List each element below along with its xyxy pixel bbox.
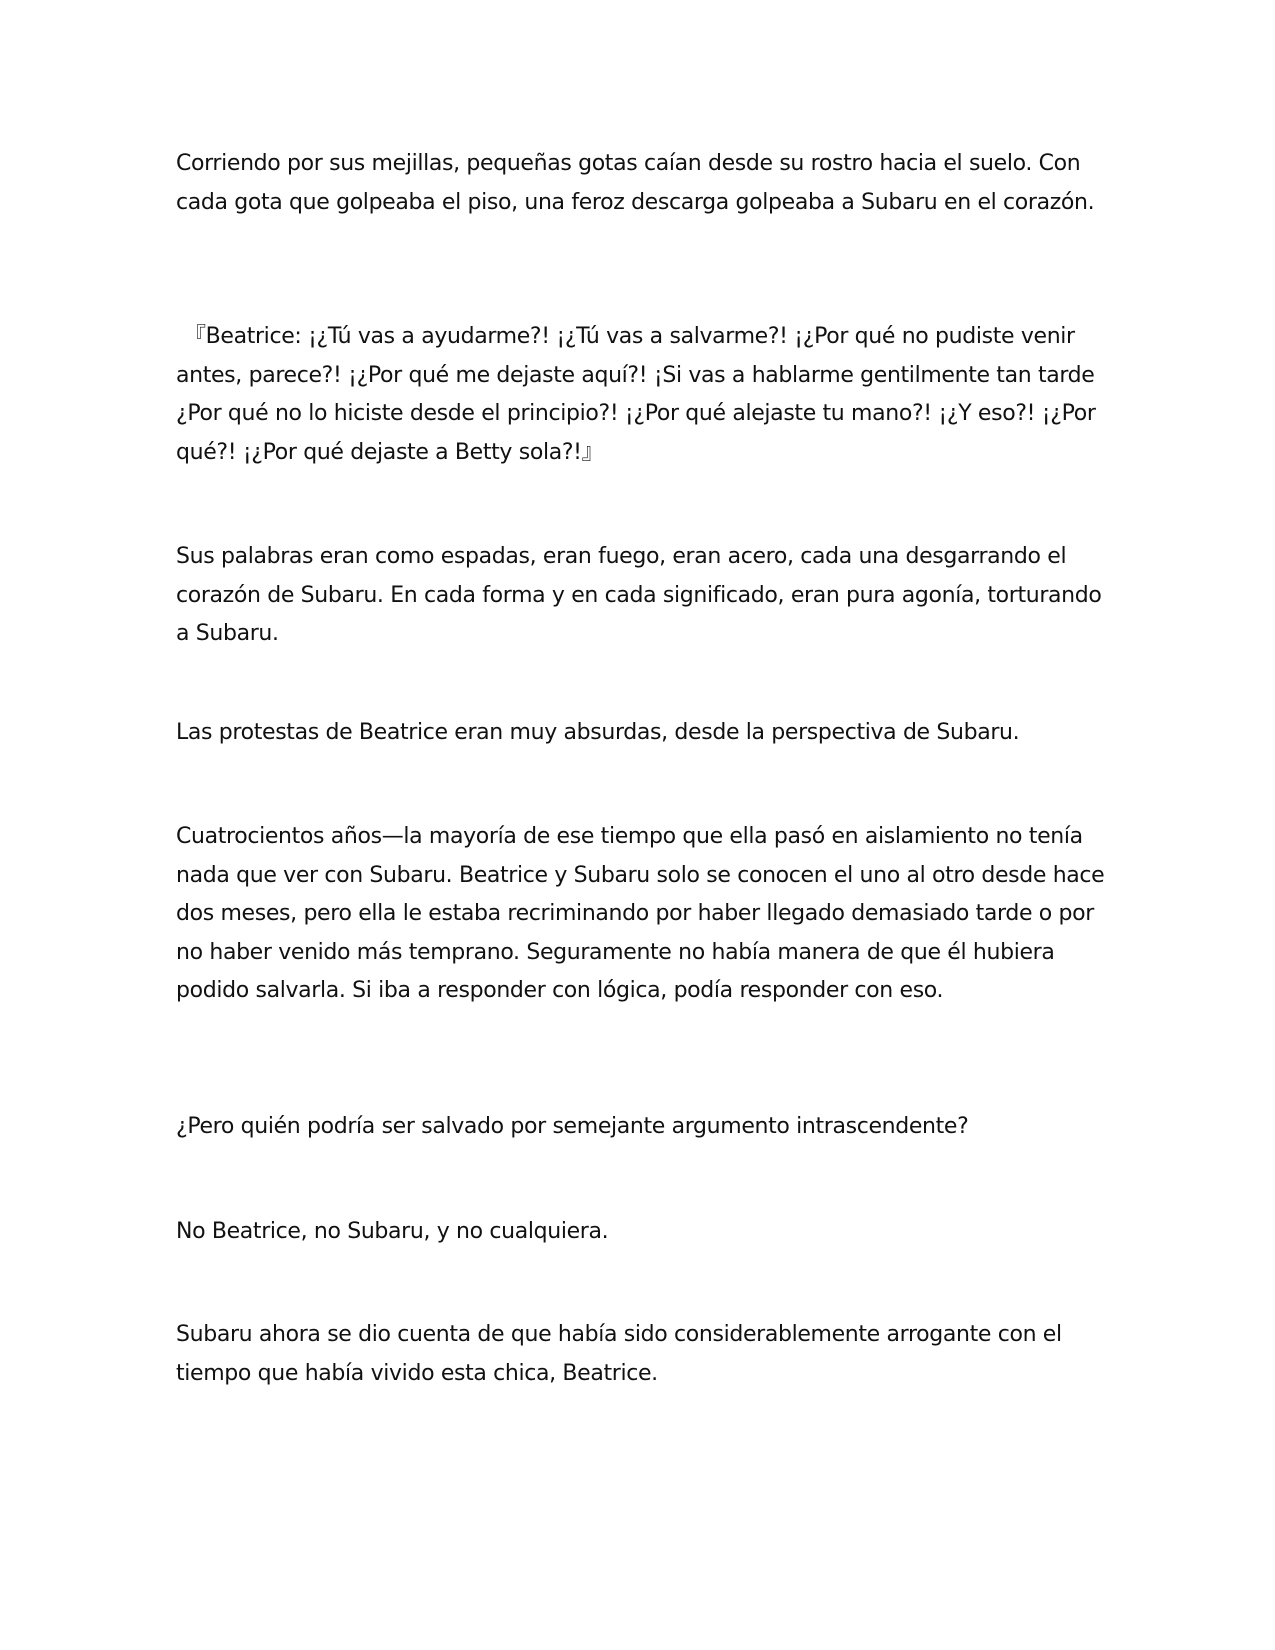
paragraph-8: Subaru ahora se dio cuenta de que había sido considerablemente arrogante con el tiempo que había vivido esta chica, Beatrice.	[176, 1322, 1062, 1386]
paragraph-7: No Beatrice, no Subaru, y no cualquiera.	[176, 1219, 609, 1244]
paragraph-5: Cuatrocientos años—la mayoría de ese tiempo que ella pasó en aislamiento no tenía nada que ver con Subaru. Beatrice y Subaru solo se conocen el uno al otro desde hace dos meses, pero ella le estaba recriminando por haber llegado demasiado tarde o por no haber venido más temprano. Seguramente no había manera de que él hubiera podido salvarla. Si iba a responder con lógica, podía responder con eso.	[176, 824, 1105, 1003]
paragraph-1: Corriendo por sus mejillas, pequeñas gotas caían desde su rostro hacia el suelo. Con cada gota que golpeaba el piso, una feroz descarga golpeaba a Subaru en el corazón.	[176, 151, 1095, 215]
paragraph-3: Sus palabras eran como espadas, eran fuego, eran acero, cada una desgarrando el corazón de Subaru. En cada forma y en cada significado, eran pura agonía, torturando a Subaru.	[176, 544, 1102, 646]
paragraph-6: ¿Pero quién podría ser salvado por semejante argumento intrascendente?	[176, 1114, 969, 1139]
paragraph-4: Las protestas de Beatrice eran muy absurdas, desde la perspectiva de Subaru.	[176, 720, 1020, 745]
paragraph-2: 『Beatrice: ¡¿Tú vas a ayudarme?! ¡¿Tú vas a salvarme?! ¡¿Por qué no pudiste venir antes, parece?! ¡¿Por qué me dejaste aquí?! ¡Si vas a hablarme gentilmente tan tarde ¿Por qué no lo hiciste desde el principio?! ¡¿Por qué alejaste tu mano?! ¡¿Y eso?! ¡¿Por qué?! ¡¿Por qué dejaste a Betty sola?!』	[176, 324, 1096, 465]
